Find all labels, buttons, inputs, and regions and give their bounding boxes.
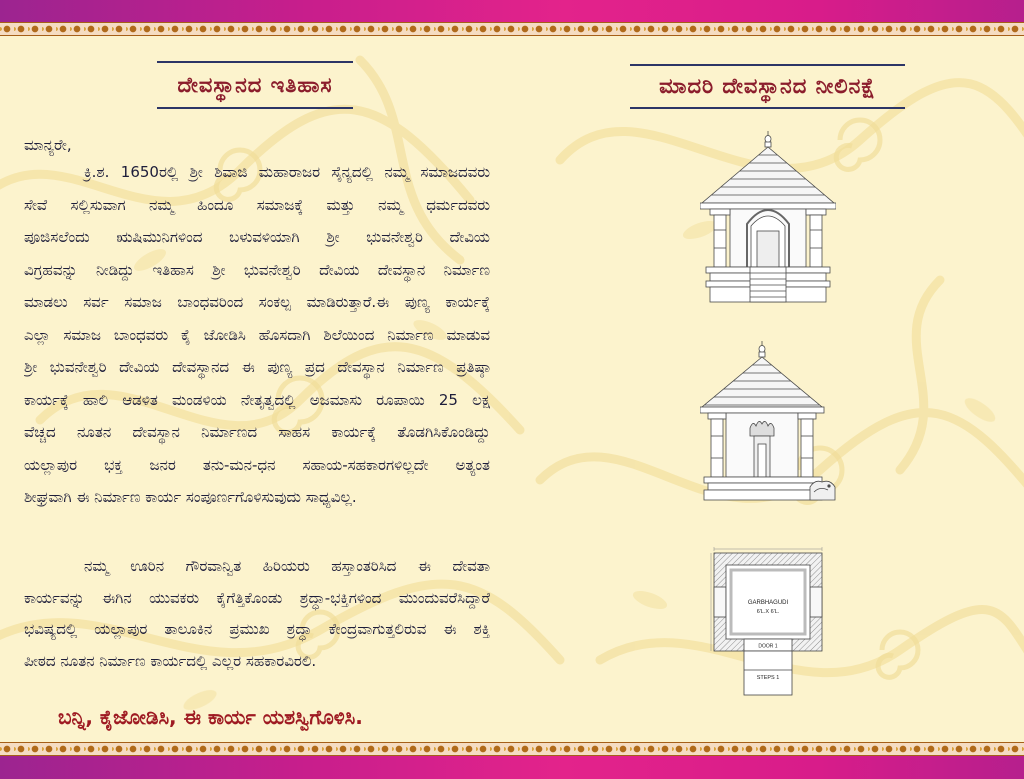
paragraph-line: ಕ್ರಿ.ಶ. 1650ರಲ್ಲಿ ಶ್ರೀ ಶಿವಾಜಿ ಮಹಾರಾಜರ ಸೈನ್ಯದಲ್ಲಿ ನಮ್ಮ ಸಮಾಜದವರು — [84, 163, 490, 181]
pinnacle — [765, 131, 771, 147]
history-paragraph-2 — [24, 551, 490, 677]
paragraph-line: ಮಾಡಲು ಸರ್ವ ಸಮಾಜ ಬಾಂಧವರಿಂದ ಸಂಕಲ್ಪ ಮಾಡಿರುತ್ತಾರೆ.ಈ ಪುಣ್ಯ ಕಾರ್ಯಕ್ಕೆ — [24, 293, 490, 311]
closing-appeal: ಬನ್ನಿ, ಕೈಜೋಡಿಸಿ, ಈ ಕಾರ್ಯ ಯಶಸ್ವಿಗೊಳಿಸಿ. — [58, 705, 363, 729]
paragraph-line: ಎಲ್ಲಾ ಸಮಾಜ ಬಾಂಧವರು ಕೈ ಜೋಡಿಸಿ ಹೊಸದಾಗಿ ಶಿಲೆಯಿಂದ ನಿರ್ಮಾಣ ಮಾಡುವ — [24, 325, 490, 344]
bottom-border-band — [0, 756, 1024, 779]
steps-block — [744, 651, 792, 695]
room-size-label: 6'L.X 6'L. — [756, 609, 780, 615]
base — [704, 477, 822, 500]
paragraph-line: ಭವಿಷ್ಯದಲ್ಲಿ ಯಲ್ಲಾಪುರ ತಾಲೂಕಿನ ಪ್ರಮುಖ ಶ್ರದ್ಧಾ ಕೇಂದ್ರವಾಗುತ್ತಲಿರುವ ಈ ಶಕ್ತಿ — [24, 620, 490, 638]
roof — [700, 147, 836, 209]
temple-floor-plan — [710, 547, 826, 699]
right-window — [810, 587, 822, 617]
temple-side-elevation — [700, 340, 838, 502]
top-border-band — [0, 0, 1024, 22]
salutation: ಮಾನ್ಯರೇ, — [24, 136, 72, 154]
temple-front-elevation — [700, 130, 836, 306]
paragraph-line: ಸೇವೆ ಸಲ್ಲಿಸುವಾಗ ನಮ್ಮ ಹಿಂದೂ ಸಮಾಜಕ್ಕೆ ಮತ್ತು ನಮ್ಮ ಧರ್ಮದವರು — [24, 195, 490, 214]
history-paragraph-1 — [24, 156, 490, 514]
bottom-ornament-strip — [0, 742, 1024, 756]
paragraph-line: ನಮ್ಮ ಊರಿನ ಗೌರವಾನ್ವಿತ ಹಿರಿಯರು ಹಸ್ತಾಂತರಿಸಿದ ಈ ದೇವತಾ — [84, 557, 490, 575]
room-label: GARBHAGUDI — [747, 600, 789, 606]
left-window — [714, 587, 726, 617]
paragraph-line: ಶೀಘ್ರವಾಗಿ ಈ ನಿರ್ಮಾಣ ಕಾರ್ಯ ಸಂಪೂರ್ಣಗೊಳಿಸುವುದು ಸಾಧ್ಯವಿಲ್ಲ. — [24, 488, 357, 506]
side-steps-railing — [810, 481, 835, 500]
top-ornament-strip — [0, 22, 1024, 36]
paragraph-line: ಕಾರ್ಯಕ್ಕೆ ಹಾಲಿ ಆಡಳಿತ ಮಂಡಳಿಯ ನೇತೃತ್ವದಲ್ಲಿ ಅಜಮಾಸು ರೂಪಾಯಿ 25 ಲಕ್ಷ — [24, 390, 490, 409]
paragraph-line: ಪೀಠದ ನೂತನ ನಿರ್ಮಾಣ ಕಾರ್ಯದಲ್ಲಿ ಎಲ್ಲರ ಸಹಕಾರವಿರಲಿ. — [24, 651, 317, 670]
paragraph-line: ಯಲ್ಲಾಪುರ ಭಕ್ತ ಜನರ ತನು-ಮನ-ಧನ ಸಹಾಯ-ಸಹಕಾರಗಳಿಲ್ಲದೇ ಅತ್ಯಂತ — [24, 455, 490, 474]
roof — [700, 357, 824, 413]
temple-history-heading: ದೇವಸ್ಥಾನದ ಇತಿಹಾಸ — [157, 61, 353, 109]
paragraph-line: ವೆಚ್ಚದ ನೂತನ ದೇವಸ್ಥಾನ ನಿರ್ಮಾಣದ ಸಾಹಸ ಕಾರ್ಯಕ್ಕೆ ತೊಡಗಿಸಿಕೊಂಡಿದ್ದು — [24, 423, 490, 441]
door-label: DOOR 1 — [758, 643, 778, 650]
steps-label: STEPS 1 — [756, 675, 780, 681]
paragraph-line: ಶ್ರೀ ಭುವನೇಶ್ವರಿ ದೇವಿಯ ದೇವಸ್ಥಾನದ ಈ ಪುಣ್ಯ ಪ್ರದ ದೇವಸ್ಥಾನ ನಿರ್ಮಾಣ ಪ್ರತಿಷ್ಠಾ — [24, 358, 490, 376]
temple-blueprint-heading: ಮಾದರಿ ದೇವಸ್ಥಾನದ ನೀಲಿನಕ್ಷೆ — [630, 64, 905, 109]
paragraph-line: ವಿಗ್ರಹವನ್ನು ನೀಡಿದ್ದು ಇತಿಹಾಸ ಶ್ರೀ ಭುವನೇಶ್ವರಿ ದೇವಿಯ ದೇವಸ್ಥಾನ ನಿರ್ಮಾಣ — [24, 260, 490, 279]
front-steps — [750, 267, 786, 302]
paragraph-line: ಕಾರ್ಯವನ್ನು ಈಗಿನ ಯುವಕರು ಕೈಗೆತ್ತಿಕೊಂಡು ಶ್ರದ್ಧಾ-ಭಕ್ತಿಗಳಿಂದ ಮುಂದುವರೆಸಿದ್ದಾರೆ — [24, 588, 490, 607]
pinnacle — [759, 341, 765, 357]
paragraph-line: ಪೂಜಿಸಲೆಂದು ಋಷಿಮುನಿಗಳಿಂದ ಬಳುವಳಿಯಾಗಿ ಶ್ರೀ ಭುವನೇಶ್ವರಿ ದೇವಿಯ — [24, 228, 490, 246]
